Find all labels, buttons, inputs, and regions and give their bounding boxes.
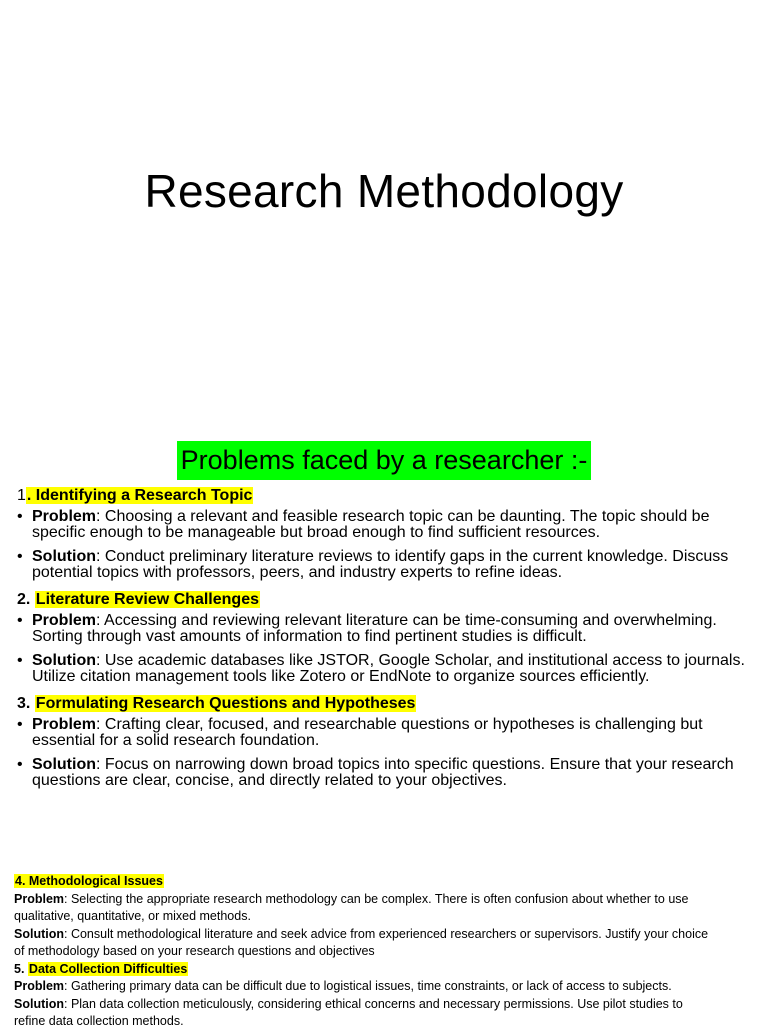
list-item	[17, 549, 752, 581]
section-heading-3	[17, 693, 752, 715]
section-heading-1	[17, 485, 752, 507]
solution-line	[14, 996, 754, 1014]
section-heading-text: Data Collection Difficulties	[28, 961, 188, 976]
solution-label: Solution	[32, 652, 96, 669]
solution-text: : Conduct preliminary literature reviews to identify gaps in the current knowledge. Discuss potential topics with professors, peers, and industry experts to refine ideas.	[32, 548, 729, 581]
section-heading-2	[17, 589, 752, 611]
solution-label: Solution	[14, 926, 64, 941]
solution-label: Solution	[14, 996, 64, 1011]
section-number: 2.	[17, 591, 31, 608]
problem-label: Problem	[32, 716, 97, 733]
solution-line	[14, 926, 754, 944]
solution-text: : Consult methodological literature and seek advice from experienced researchers or supervisors. Justify your choice	[64, 926, 709, 941]
bullet-icon: •	[17, 548, 23, 565]
problem-line	[14, 891, 754, 909]
section-heading-5	[14, 961, 754, 979]
list-item	[17, 757, 752, 789]
solution-text: : Use academic databases like JSTOR, Google Scholar, and institutional access to journals. Utilize citation management tools like Zotero or EndNote to organize sources efficiently.	[32, 652, 745, 685]
section-heading-text: 4. Methodological Issues	[15, 874, 163, 888]
section-heading-4	[14, 873, 754, 891]
list-item	[17, 509, 752, 541]
problem-label: Problem	[14, 979, 65, 993]
bullet-icon: •	[17, 652, 23, 669]
subtitle-container	[0, 441, 768, 480]
problem-line-continued: qualitative, quantitative, or mixed methods.	[14, 909, 251, 923]
section-number: 3.	[17, 695, 31, 712]
bullet-icon: •	[17, 612, 23, 629]
bullet-icon: •	[17, 508, 23, 525]
problem-text: : Selecting the appropriate research methodology can be complex. There is often confusion about whether to use	[64, 891, 689, 906]
solution-line-continued: of methodology based on your research questions and objectives	[14, 944, 375, 958]
section-heading-text: Literature Review Challenges	[35, 591, 259, 608]
problem-label: Problem	[32, 612, 97, 629]
section-number: 5.	[14, 961, 25, 976]
section-heading-text: . Identifying a Research Topic	[26, 487, 253, 504]
bullet-icon: •	[17, 756, 23, 773]
small-text-block	[14, 873, 754, 1031]
section-2-bullets	[17, 613, 752, 685]
solution-line-continued: refine data collection methods.	[14, 1014, 184, 1028]
solution-label: Solution	[32, 548, 96, 565]
solution-text: : Focus on narrowing down broad topics into specific questions. Ensure that your research questions are clear, concise, and directly related to your objectives.	[32, 756, 734, 789]
bullet-icon: •	[17, 716, 23, 733]
main-content	[17, 485, 752, 797]
problem-text: : Choosing a relevant and feasible research topic can be daunting. The topic should be specific enough to be manageable but broad enough to find sufficient resources.	[32, 508, 710, 541]
problem-label: Problem	[32, 508, 97, 525]
problem-line	[14, 978, 754, 996]
section-1-bullets	[17, 509, 752, 581]
solution-text: : Plan data collection meticulously, considering ethical concerns and necessary permissions. Use pilot studies to	[64, 996, 683, 1011]
problem-text: : Crafting clear, focused, and researchable questions or hypotheses is challenging but essential for a solid research foundation.	[32, 716, 703, 749]
section-number: 1	[17, 487, 26, 504]
list-item	[17, 717, 752, 749]
problem-text: : Gathering primary data can be difficult due to logistical issues, time constraints, or lack of access to subjects.	[64, 979, 672, 993]
section-heading-text: Formulating Research Questions and Hypotheses	[35, 695, 416, 712]
problem-label: Problem	[14, 891, 65, 906]
solution-label: Solution	[32, 756, 96, 773]
section-3-bullets	[17, 717, 752, 789]
subtitle: Problems faced by a researcher :-	[177, 441, 592, 480]
list-item	[17, 653, 752, 685]
problem-text: : Accessing and reviewing relevant literature can be time-consuming and overwhelming. Sorting through vast amounts of information to find pertinent studies is difficult.	[32, 612, 717, 645]
page-title: Research Methodology	[144, 165, 624, 217]
list-item	[17, 613, 752, 645]
